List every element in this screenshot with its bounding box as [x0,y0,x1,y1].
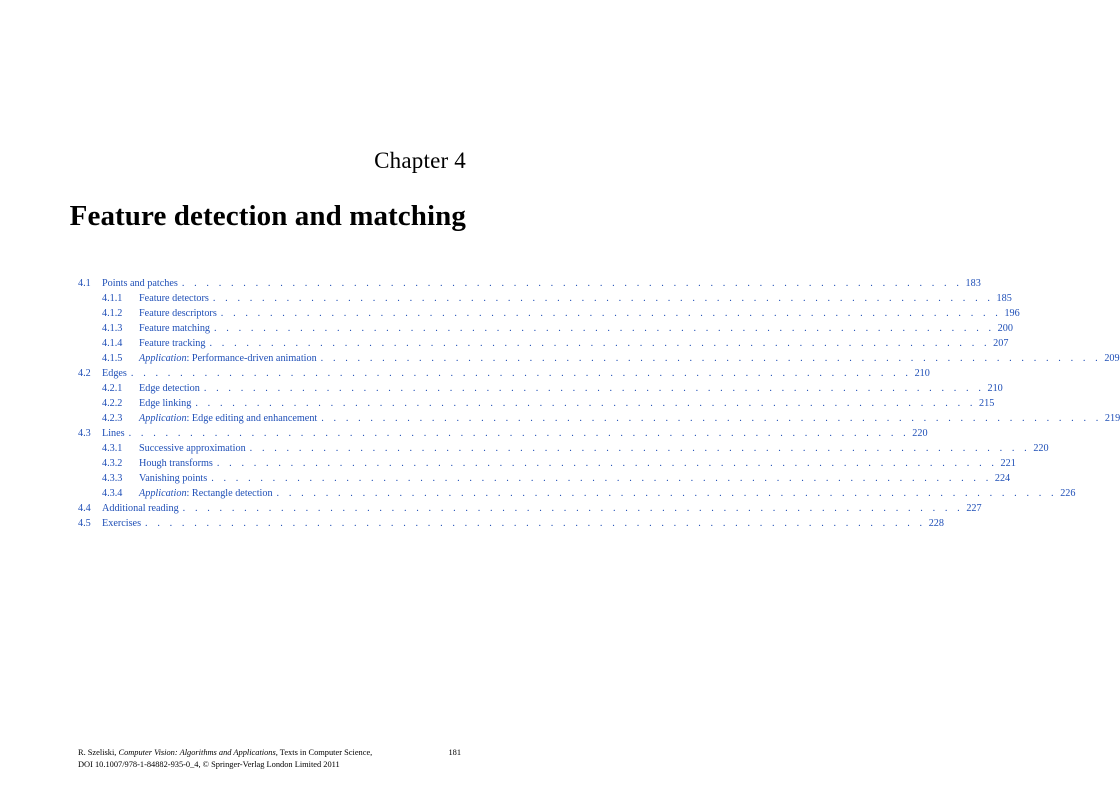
toc-subsection-entry[interactable] [78,486,1076,501]
toc-entry-line [139,291,1012,306]
footer-book-title: Computer Vision: Algorithms and Applications [118,748,276,757]
toc-entry-title[interactable] [102,426,129,441]
chapter-label: Chapter 4 [374,148,466,173]
toc-entry-title[interactable] [139,291,213,306]
toc-entry-application-prefix: Application [139,353,187,364]
chapter-title: Feature detection and matching [69,200,466,232]
toc-leader-dots: . . . . . . . . . . . . . . . . . . . . . . . . . . . . . . . . . . . . . . . . . . . . . . . . . . . . . . . . . . . . . . . . [214,323,995,334]
toc-entry-line [139,381,1003,396]
toc-entry-page-number[interactable]: 221 [1000,458,1016,469]
toc-entry-line [139,336,1009,351]
toc-entry-line [139,306,1020,321]
toc-entry-title-text: Edges [102,368,127,379]
toc-leader-dots: . . . . . . . . . . . . . . . . . . . . . . . . . . . . . . . . . . . . . . . . . . . . . . . . . . . . . . . . . . . . . . . . [182,503,964,514]
toc-entry-title[interactable] [102,501,183,516]
toc-entry-title-text: Exercises [102,518,142,529]
toc-entry-line [102,366,930,381]
toc-entry-title-text: : Rectangle detection [186,488,273,499]
toc-leader-dots: . . . . . . . . . . . . . . . . . . . . . . . . . . . . . . . . . . . . . . . . . . . . . . . . . . . . . . . . . . . . . . . . [211,473,992,484]
toc-entry-title[interactable] [139,441,250,456]
toc-entry-page-number[interactable]: 226 [1060,488,1076,499]
toc-leader-dots: . . . . . . . . . . . . . . . . . . . . . . . . . . . . . . . . . . . . . . . . . . . . . . . . . . . . . . . . . . . . . . . . [203,383,985,394]
toc-entry-page-number[interactable]: 207 [993,338,1009,349]
toc-entry-page-number[interactable]: 200 [997,323,1013,334]
toc-entry-page-number[interactable]: 196 [1004,308,1020,319]
footer-citation-line [78,747,467,759]
toc-entry-line [102,501,982,516]
toc-entry-line [139,411,1120,426]
toc-leader-dots: . . . . . . . . . . . . . . . . . . . . . . . . . . . . . . . . . . . . . . . . . . . . . . . . . . . . . . . . . . . . . . . . [320,353,1102,364]
toc-entry-page-number[interactable]: 210 [914,368,930,379]
toc-entry-number: 4.1.5 [102,353,123,364]
toc-entry-number: 4.4 [78,503,91,514]
toc-entry-page-number[interactable]: 215 [979,398,995,409]
toc-section-entry[interactable] [78,516,944,531]
toc-leader-dots: . . . . . . . . . . . . . . . . . . . . . . . . . . . . . . . . . . . . . . . . . . . . . . . . . . . . . . . . . . . . . . . . [145,518,926,529]
toc-leader-dots: . . . . . . . . . . . . . . . . . . . . . . . . . . . . . . . . . . . . . . . . . . . . . . . . . . . . . . . . . . . . . . . . [181,278,963,289]
toc-entry-page-number[interactable]: 219 [1104,413,1120,424]
page-footer [78,747,467,771]
toc-leader-dots: . . . . . . . . . . . . . . . . . . . . . . . . . . . . . . . . . . . . . . . . . . . . . . . . . . . . . . . . . . . . . . . . [220,308,1002,319]
toc-subsection-entry[interactable] [78,306,1020,321]
toc-leader-dots: . . . . . . . . . . . . . . . . . . . . . . . . . . . . . . . . . . . . . . . . . . . . . . . . . . . . . . . . . . . . . . . . [209,338,991,349]
footer-author: R. Szeliski, [78,748,119,757]
toc-entry-number: 4.5 [78,518,91,529]
footer-series: , Texts in Computer Science, [275,748,373,757]
toc-leader-dots: . . . . . . . . . . . . . . . . . . . . . . . . . . . . . . . . . . . . . . . . . . . . . . . . . . . . . . . . . . . . . . . . [130,368,912,379]
toc-entry-line [139,396,995,411]
toc-entry-title[interactable] [102,366,131,381]
toc-entry-number: 4.3 [78,428,91,439]
toc-entry-title-text: Feature descriptors [139,308,217,319]
toc-entry-number: 4.3.1 [102,443,123,454]
toc-entry-application-prefix: Application [139,488,187,499]
toc-entry-title-text: Feature detectors [139,293,209,304]
toc-entry-page-number[interactable]: 210 [987,383,1003,394]
toc-entry-title[interactable] [139,351,321,366]
toc-entry-title-text: Edge linking [139,398,192,409]
toc-subsection-entry[interactable] [78,351,1120,366]
toc-entry-title[interactable] [139,456,217,471]
toc-entry-title-text: Lines [102,428,125,439]
toc-entry-line [139,351,1120,366]
table-of-contents [78,276,1120,531]
toc-entry-page-number[interactable]: 183 [965,278,981,289]
toc-entry-page-number[interactable]: 220 [1033,443,1049,454]
toc-entry-number: 4.1.4 [102,338,123,349]
toc-leader-dots: . . . . . . . . . . . . . . . . . . . . . . . . . . . . . . . . . . . . . . . . . . . . . . . . . . . . . . . . . . . . . . . . [321,413,1102,424]
toc-entry-line [139,486,1076,501]
toc-entry-page-number[interactable]: 228 [928,518,944,529]
toc-entry-title-text: Edge detection [139,383,200,394]
toc-subsection-entry[interactable] [78,291,1012,306]
toc-entry-number: 4.2.1 [102,383,123,394]
toc-entry-title[interactable] [139,471,211,486]
toc-entry-title-text: : Performance-driven animation [186,353,317,364]
toc-subsection-entry[interactable] [78,411,1120,426]
toc-subsection-entry[interactable] [78,336,1009,351]
toc-entry-title-text: Successive approximation [139,443,246,454]
toc-entry-number: 4.1.3 [102,323,123,334]
toc-section-entry[interactable] [78,276,981,291]
toc-entry-title[interactable] [139,321,214,336]
toc-entry-page-number[interactable]: 209 [1104,353,1120,364]
toc-entry-line [139,441,1049,456]
toc-leader-dots: . . . . . . . . . . . . . . . . . . . . . . . . . . . . . . . . . . . . . . . . . . . . . . . . . . . . . . . . . . . . . . . . [249,443,1031,454]
toc-section-entry[interactable] [78,426,928,441]
toc-subsection-entry[interactable] [78,456,1016,471]
toc-leader-dots: . . . . . . . . . . . . . . . . . . . . . . . . . . . . . . . . . . . . . . . . . . . . . . . . . . . . . . . . . . . . . . . . [195,398,977,409]
toc-entry-application-prefix: Application [139,413,187,424]
toc-leader-dots: . . . . . . . . . . . . . . . . . . . . . . . . . . . . . . . . . . . . . . . . . . . . . . . . . . . . . . . . . . . . . . . . [276,488,1058,499]
toc-entry-title[interactable] [139,396,195,411]
toc-entry-number: 4.2.2 [102,398,123,409]
toc-leader-dots: . . . . . . . . . . . . . . . . . . . . . . . . . . . . . . . . . . . . . . . . . . . . . . . . . . . . . . . . . . . . . . . . [128,428,910,439]
toc-entry-line [139,456,1016,471]
toc-entry-number: 4.1.1 [102,293,123,304]
toc-entry-number: 4.3.2 [102,458,123,469]
toc-entry-line [139,321,1013,336]
toc-entry-title[interactable] [102,276,182,291]
toc-leader-dots: . . . . . . . . . . . . . . . . . . . . . . . . . . . . . . . . . . . . . . . . . . . . . . . . . . . . . . . . . . . . . . . . [212,293,994,304]
toc-subsection-entry[interactable] [78,381,1003,396]
toc-section-entry[interactable] [78,366,930,381]
toc-entry-title-text: Hough transforms [139,458,213,469]
toc-entry-number: 4.2 [78,368,91,379]
toc-entry-title[interactable] [139,411,321,426]
toc-subsection-entry[interactable] [78,321,1013,336]
toc-entry-line [102,426,928,441]
toc-entry-page-number[interactable]: 224 [994,473,1011,484]
toc-entry-title-text: Additional reading [102,503,179,514]
toc-leader-dots: . . . . . . . . . . . . . . . . . . . . . . . . . . . . . . . . . . . . . . . . . . . . . . . . . . . . . . . . . . . . . . . . [216,458,998,469]
toc-entry-page-number[interactable]: 185 [996,293,1012,304]
footer-doi: DOI 10.1007/978-1-84882-935-0_4, © Springer-Verlag London Limited 2011 [78,760,340,769]
toc-subsection-entry[interactable] [78,441,1049,456]
toc-entry-title[interactable] [139,336,209,351]
toc-entry-number: 4.2.3 [102,413,123,424]
toc-entry-title[interactable] [102,516,145,531]
toc-entry-title-text: Vanishing points [139,473,208,484]
toc-entry-title[interactable] [139,306,221,321]
toc-entry-title[interactable] [139,486,277,501]
toc-entry-line [102,276,981,291]
toc-entry-number: 4.1 [78,278,91,289]
toc-entry-title-text: : Edge editing and enhancement [186,413,318,424]
toc-entry-title-text: Feature tracking [139,338,206,349]
toc-entry-title-text: Points and patches [102,278,178,289]
toc-entry-page-number[interactable]: 220 [912,428,928,439]
toc-entry-title-text: Feature matching [139,323,211,334]
toc-entry-number: 4.3.3 [102,473,123,484]
toc-entry-number: 4.1.2 [102,308,123,319]
toc-entry-line [102,516,944,531]
toc-subsection-entry[interactable] [78,396,995,411]
toc-entry-page-number[interactable]: 227 [966,503,982,514]
toc-entry-number: 4.3.4 [102,488,123,499]
toc-entry-title[interactable] [139,381,204,396]
toc-section-entry[interactable] [78,501,982,516]
footer-page-number: 181 [448,748,461,757]
toc-subsection-entry[interactable] [78,471,1011,486]
toc-entry-line [139,471,1011,486]
